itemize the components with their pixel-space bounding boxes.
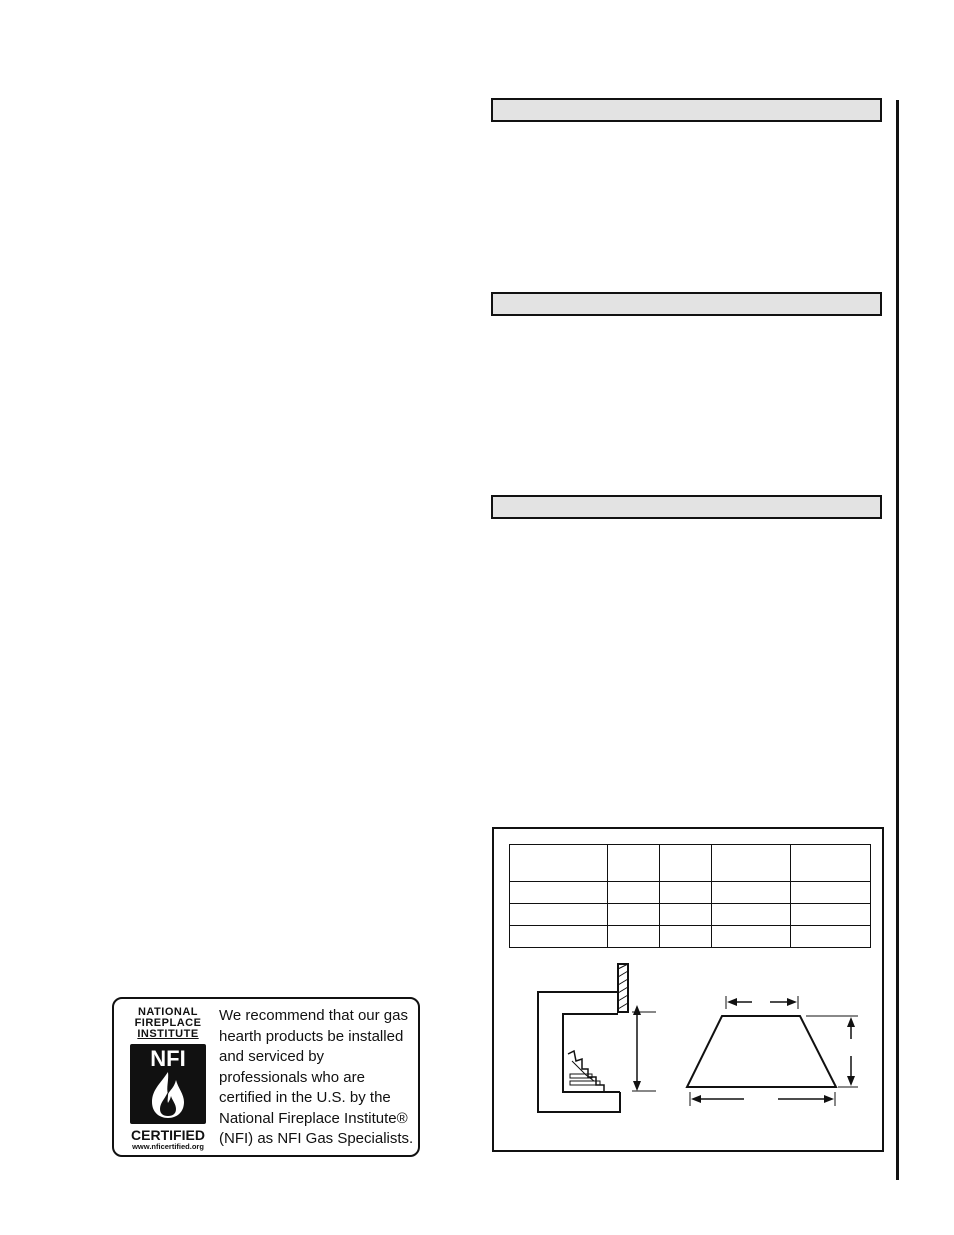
nfi-logo-line: FIREPLACE [134,1017,202,1029]
nfi-badge [130,1044,206,1124]
nfi-logo-url: www.nficertified.org [132,1142,204,1151]
nfi-recommendation-text: We recommend that our gas hearth products be installed and serviced by professionals who are certified in the U.S. by the National Fireplace Institute® (NFI) as NFI Gas Specialists. [219,1007,414,1147]
firebox-front-view-diagram [687,996,858,1106]
flame-icon [138,1070,198,1120]
nfi-logo-line: INSTITUTE [137,1028,199,1040]
nfi-certified-logo [128,1006,208,1151]
firebox-specifications-box [492,827,884,1152]
section-header-1 [491,98,882,122]
nfi-logo-certified: CERTIFIED [131,1127,205,1143]
nfi-badge-text: NFI [150,1046,186,1071]
section-header-3 [491,495,882,519]
right-margin-rule [896,100,899,1180]
firebox-side-view-diagram [538,964,656,1112]
section-header-2 [491,292,882,316]
nfi-logo-line: NATIONAL [137,1006,198,1018]
firebox-dimension-diagrams [494,829,882,1150]
nfi-certification-notice [112,997,420,1157]
